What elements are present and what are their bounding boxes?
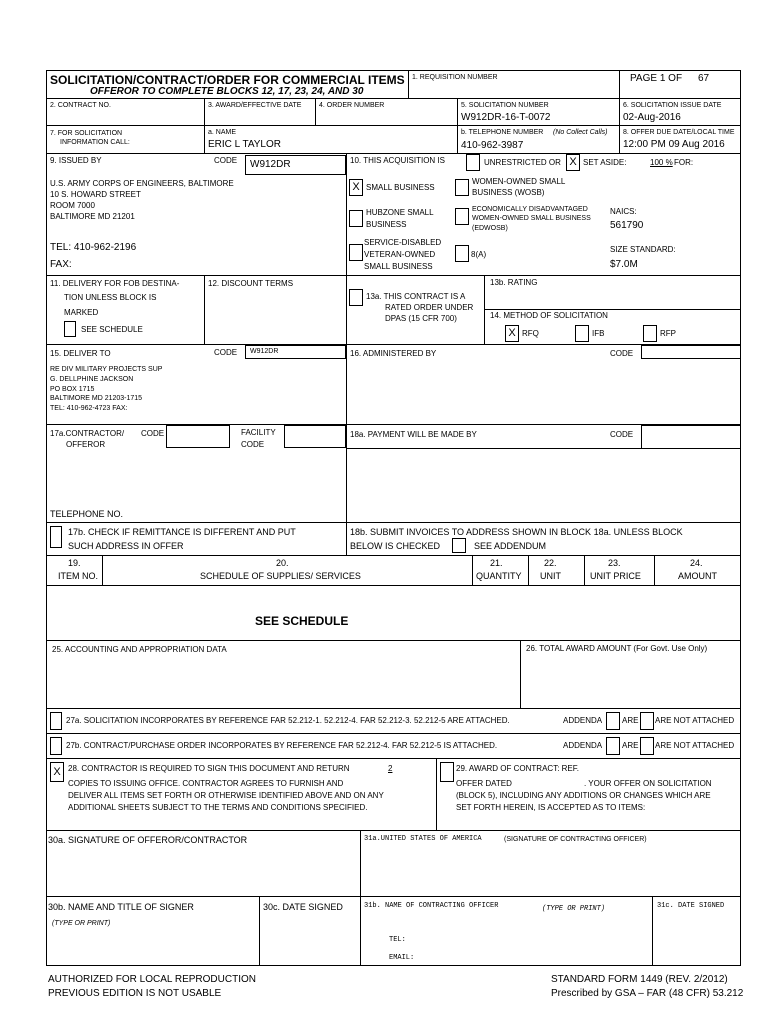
size-standard-value[interactable]: $7.0M <box>610 259 638 270</box>
col-19-num: 19. <box>68 558 81 568</box>
info-call-label-2: INFORMATION CALL: <box>60 139 130 146</box>
payment-code-label: CODE <box>610 430 634 439</box>
see-schedule-label: SEE SCHEDULE <box>81 325 143 334</box>
facility-label-1: FACILITY <box>241 428 276 437</box>
delivery-label-2: TION UNLESS BLOCK IS <box>64 293 157 302</box>
edwosb-label-2: WOMEN-OWNED SMALL BUSINESS <box>472 215 591 222</box>
sdvosb-label-1: SERVICE-DISABLED <box>364 238 442 247</box>
r28-copies: 2 <box>388 764 393 773</box>
delivery-label-1: 11. DELIVERY FOR FOB DESTINA- <box>50 279 180 288</box>
name-label: a. NAME <box>208 129 237 136</box>
rated-order-label-3: DPAS (15 CFR 700) <box>385 314 457 323</box>
issued-code-value[interactable]: W912DR <box>250 159 291 170</box>
col-unit: UNIT <box>540 571 561 581</box>
see-schedule-text: SEE SCHEDULE <box>255 614 349 628</box>
name-value[interactable]: ERIC L TAYLOR <box>208 139 281 150</box>
set-aside-label: SET ASIDE: <box>583 158 627 167</box>
r29-checkbox[interactable] <box>440 762 454 782</box>
r27a-text: 27a. SOLICITATION INCORPORATES BY REFERENCE FAR 52.212-1. 52.212-4. FAR 52.212-3. 52.212-5 ARE ATTACHED. <box>66 716 510 725</box>
deliver-address-2: G. DELLPHINE JACKSON <box>50 376 134 383</box>
r27b-not: ARE NOT ATTACHED <box>655 741 735 750</box>
administered-by-label: 16. ADMINISTERED BY <box>350 349 437 358</box>
r27a-addenda: ADDENDA <box>563 716 603 725</box>
issuer-address-4: BALTIMORE MD 21201 <box>50 212 135 221</box>
administered-code-label: CODE <box>610 349 634 358</box>
r27a-are: ARE <box>622 716 639 725</box>
r27a-are-checkbox[interactable] <box>606 712 620 730</box>
rated-order-label-2: RATED ORDER UNDER <box>385 303 474 312</box>
r29-line-3: . YOUR OFFER ON SOLICITATION <box>584 779 712 788</box>
rfp-checkbox[interactable] <box>643 325 657 342</box>
delivery-label-3: MARKED <box>64 308 99 317</box>
date-signed-30c: 30c. DATE SIGNED <box>263 902 343 912</box>
addendum-label: SEE ADDENDUM <box>474 541 547 551</box>
deliver-code-value[interactable]: W912DR <box>250 348 279 355</box>
offer-due-value[interactable]: 12:00 PM 09 Aug 2016 <box>623 139 725 150</box>
acquisition-label: 10. THIS ACQUISITION IS <box>350 156 445 165</box>
contractor-label-2: OFFEROR <box>66 440 106 449</box>
invoice-label-2: BELOW IS CHECKED <box>350 541 441 551</box>
naics-value[interactable]: 561790 <box>610 220 644 231</box>
contractor-label-1: 17a.CONTRACTOR/ <box>50 429 125 438</box>
wosb-checkbox[interactable] <box>455 179 469 196</box>
issuer-address-2: 10 S. HOWARD STREET <box>50 190 141 199</box>
issued-code-label: CODE <box>214 156 238 165</box>
deliver-tel-fax: TEL: 410-962-4723 FAX: <box>50 405 128 412</box>
r28-line-4: ADDITIONAL SHEETS SUBJECT TO THE TERMS AND CONDITIONS SPECIFIED. <box>68 803 368 812</box>
eight-a-label: 8(A) <box>471 250 487 259</box>
co-tel-label: TEL: <box>389 936 406 944</box>
rfq-label: RFQ <box>522 329 539 338</box>
ifb-checkbox[interactable] <box>575 325 589 342</box>
order-number-label: 4. ORDER NUMBER <box>319 102 385 109</box>
r28-line-3: DELIVER ALL ITEMS SET FORTH OR OTHERWISE IDENTIFIED ABOVE AND ON ANY <box>68 791 384 800</box>
contract-no-label: 2. CONTRACT NO. <box>50 102 111 109</box>
col-amount: AMOUNT <box>678 571 717 581</box>
total-award-label: 26. TOTAL AWARD AMOUNT (For Govt. Use Only) <box>526 644 708 653</box>
eight-a-checkbox[interactable] <box>455 245 469 262</box>
no-collect-note: (No Collect Calls) <box>553 129 608 136</box>
issuer-address-1: U.S. ARMY CORPS OF ENGINEERS, BALTIMORE <box>50 179 234 188</box>
col-item-no: ITEM NO. <box>58 571 98 581</box>
page-total: 67 <box>698 73 710 84</box>
facility-code-box <box>284 425 346 448</box>
small-business-label: SMALL BUSINESS <box>366 183 435 192</box>
signature-co-label: (SIGNATURE OF CONTRACTING OFFICER) <box>504 836 647 843</box>
info-call-label-1: 7. FOR SOLICITATION <box>50 130 123 137</box>
ifb-label: IFB <box>592 329 605 338</box>
telephone-no-label: TELEPHONE NO. <box>50 509 124 519</box>
issue-date-value[interactable]: 02-Aug-2016 <box>623 112 681 123</box>
footer-left-2: PREVIOUS EDITION IS NOT USABLE <box>48 988 222 999</box>
footer-left-1: AUTHORIZED FOR LOCAL REPRODUCTION <box>48 974 256 985</box>
r27a-checkbox[interactable] <box>50 712 62 730</box>
administered-code-box <box>641 345 741 359</box>
r29-line-1: 29. AWARD OF CONTRACT: REF. <box>456 764 579 773</box>
signature-offeror-label: 30a. SIGNATURE OF OFFEROR/CONTRACTOR <box>48 835 248 845</box>
r27b-not-checkbox[interactable] <box>640 737 654 755</box>
discount-terms-label: 12. DISCOUNT TERMS <box>208 279 294 288</box>
unrestricted-label: UNRESTRICTED OR <box>484 158 561 167</box>
hubzone-checkbox[interactable] <box>349 210 363 227</box>
name-title-signer-label: 30b. NAME AND TITLE OF SIGNER <box>48 902 194 912</box>
remittance-checkbox[interactable] <box>50 526 62 548</box>
deliver-to-label: 15. DELIVER TO <box>50 349 111 358</box>
solicitation-number-label: 5. SOLICITATION NUMBER <box>461 102 549 109</box>
co-name-label: 31b. NAME OF CONTRACTING OFFICER <box>364 902 499 910</box>
date-signed-31c: 31c. DATE SIGNED <box>657 902 725 910</box>
co-email-label: EMAIL: <box>389 954 415 962</box>
method-label: 14. METHOD OF SOLICITATION <box>490 311 608 320</box>
issuer-address-3: ROOM 7000 <box>50 201 95 210</box>
remittance-label-1: 17b. CHECK IF REMITTANCE IS DIFFERENT AND PUT <box>68 527 296 537</box>
r29-line-5: SET FORTH HEREIN, IS ACCEPTED AS TO ITEMS: <box>456 803 646 812</box>
r27a-not-checkbox[interactable] <box>640 712 654 730</box>
issued-by-label: 9. ISSUED BY <box>50 156 102 165</box>
r27b-are: ARE <box>622 741 639 750</box>
payment-code-box <box>641 425 741 449</box>
col-quantity: QUANTITY <box>476 571 522 581</box>
set-aside-for: FOR: <box>674 158 694 167</box>
see-schedule-checkbox[interactable] <box>64 321 76 337</box>
hubzone-label-1: HUBZONE SMALL <box>366 208 434 217</box>
rfp-label: RFP <box>660 329 676 338</box>
offer-due-label: 8. OFFER DUE DATE/LOCAL TIME <box>623 129 735 136</box>
requisition-label: 1. REQUISITION NUMBER <box>412 74 498 81</box>
issue-date-label: 6. SOLICITATION ISSUE DATE <box>623 102 722 109</box>
solicitation-number-value[interactable]: W912DR-16-T-0072 <box>461 112 551 123</box>
rating-label: 13b. RATING <box>490 278 538 287</box>
award-date-label: 3. AWARD/EFFECTIVE DATE <box>208 102 302 109</box>
col-unit-price: UNIT PRICE <box>590 571 641 581</box>
sdvosb-label-2: VETERAN-OWNED <box>364 250 436 259</box>
contractor-code-box <box>166 425 230 448</box>
col-21-num: 21. <box>490 558 503 568</box>
issuer-tel: TEL: 410-962-2196 <box>50 242 137 253</box>
r28-line-1: 28. CONTRACTOR IS REQUIRED TO SIGN THIS DOCUMENT AND RETURN <box>68 764 350 773</box>
edwosb-label-3: (EDWOSB) <box>472 225 508 232</box>
remittance-label-2: SUCH ADDRESS IN OFFER <box>68 541 184 551</box>
addendum-checkbox[interactable] <box>452 538 466 553</box>
rfq-checkbox[interactable]: X <box>505 325 519 342</box>
col-23-num: 23. <box>608 558 621 568</box>
unrestricted-checkbox[interactable] <box>466 154 480 171</box>
r28-line-2: COPIES TO ISSUING OFFICE. CONTRACTOR AGREES TO FURNISH AND <box>68 779 344 788</box>
r29-line-2: OFFER DATED <box>456 779 512 788</box>
r27a-not: ARE NOT ATTACHED <box>655 716 735 725</box>
deliver-address-3: PO BOX 1715 <box>50 386 95 393</box>
contractor-code-label: CODE <box>141 429 165 438</box>
r29-line-4: (BLOCK 5), INCLUDING ANY ADDITIONS OR CHANGES WHICH ARE <box>456 791 711 800</box>
type-or-print-1: (TYPE OR PRINT) <box>52 920 111 927</box>
r27b-checkbox[interactable] <box>50 737 62 755</box>
issuer-fax: FAX: <box>50 259 72 270</box>
page-label: PAGE 1 OF <box>630 73 683 84</box>
telephone-label: b. TELEPHONE NUMBER <box>461 129 544 136</box>
sdvosb-checkbox[interactable] <box>349 244 363 261</box>
size-standard-label: SIZE STANDARD: <box>610 245 676 254</box>
rated-order-label-1: 13a. THIS CONTRACT IS A <box>366 292 466 301</box>
telephone-value[interactable]: 410-962-3987 <box>461 140 524 151</box>
usa-label: 31a.UNITED STATES OF AMERICA <box>364 835 482 843</box>
wosb-label-2: BUSINESS (WOSB) <box>472 188 545 197</box>
edwosb-checkbox[interactable] <box>455 208 469 225</box>
r27b-text: 27b. CONTRACT/PURCHASE ORDER INCORPORATES BY REFERENCE FAR 52.212-4. FAR 52.212-5 IS ATTACHED. <box>66 741 498 750</box>
rated-order-checkbox[interactable] <box>349 289 363 306</box>
r28-checkbox[interactable]: X <box>50 762 64 782</box>
col-20-num: 20. <box>276 558 289 568</box>
set-aside-checkbox[interactable]: X <box>566 154 580 171</box>
form-title: SOLICITATION/CONTRACT/ORDER FOR COMMERCIAL ITEMS <box>50 73 405 87</box>
r27b-are-checkbox[interactable] <box>606 737 620 755</box>
col-24-num: 24. <box>690 558 703 568</box>
naics-label: NAICS: <box>610 207 637 216</box>
deliver-address-1: RE DIV MILITARY PROJECTS SUP <box>50 366 163 373</box>
invoice-label-1: 18b. SUBMIT INVOICES TO ADDRESS SHOWN IN BLOCK 18a. UNLESS BLOCK <box>350 527 683 537</box>
footer-right-1: STANDARD FORM 1449 (REV. 2/2012) <box>551 974 728 985</box>
hubzone-label-2: BUSINESS <box>366 220 407 229</box>
footer-right-2: Prescribed by GSA – FAR (48 CFR) 53.212 <box>551 988 744 999</box>
small-business-checkbox[interactable]: X <box>349 179 363 196</box>
col-22-num: 22. <box>544 558 557 568</box>
edwosb-label-1: ECONOMICALLY DISADVANTAGED <box>472 206 588 213</box>
set-aside-percent: 100 % <box>650 158 673 167</box>
accounting-label: 25. ACCOUNTING AND APPROPRIATION DATA <box>52 645 227 654</box>
facility-label-2: CODE <box>241 440 265 449</box>
deliver-code-label: CODE <box>214 348 238 357</box>
wosb-label-1: WOMEN-OWNED SMALL <box>472 177 566 186</box>
payment-label: 18a. PAYMENT WILL BE MADE BY <box>350 430 477 439</box>
col-schedule: SCHEDULE OF SUPPLIES/ SERVICES <box>200 571 361 581</box>
r27b-addenda: ADDENDA <box>563 741 603 750</box>
deliver-address-4: BALTIMORE MD 21203-1715 <box>50 395 143 402</box>
form-subtitle: OFFEROR TO COMPLETE BLOCKS 12, 17, 23, 24, AND 30 <box>90 86 364 97</box>
sdvosb-label-3: SMALL BUSINESS <box>364 262 433 271</box>
type-or-print-2: (TYPE OR PRINT) <box>542 905 606 913</box>
